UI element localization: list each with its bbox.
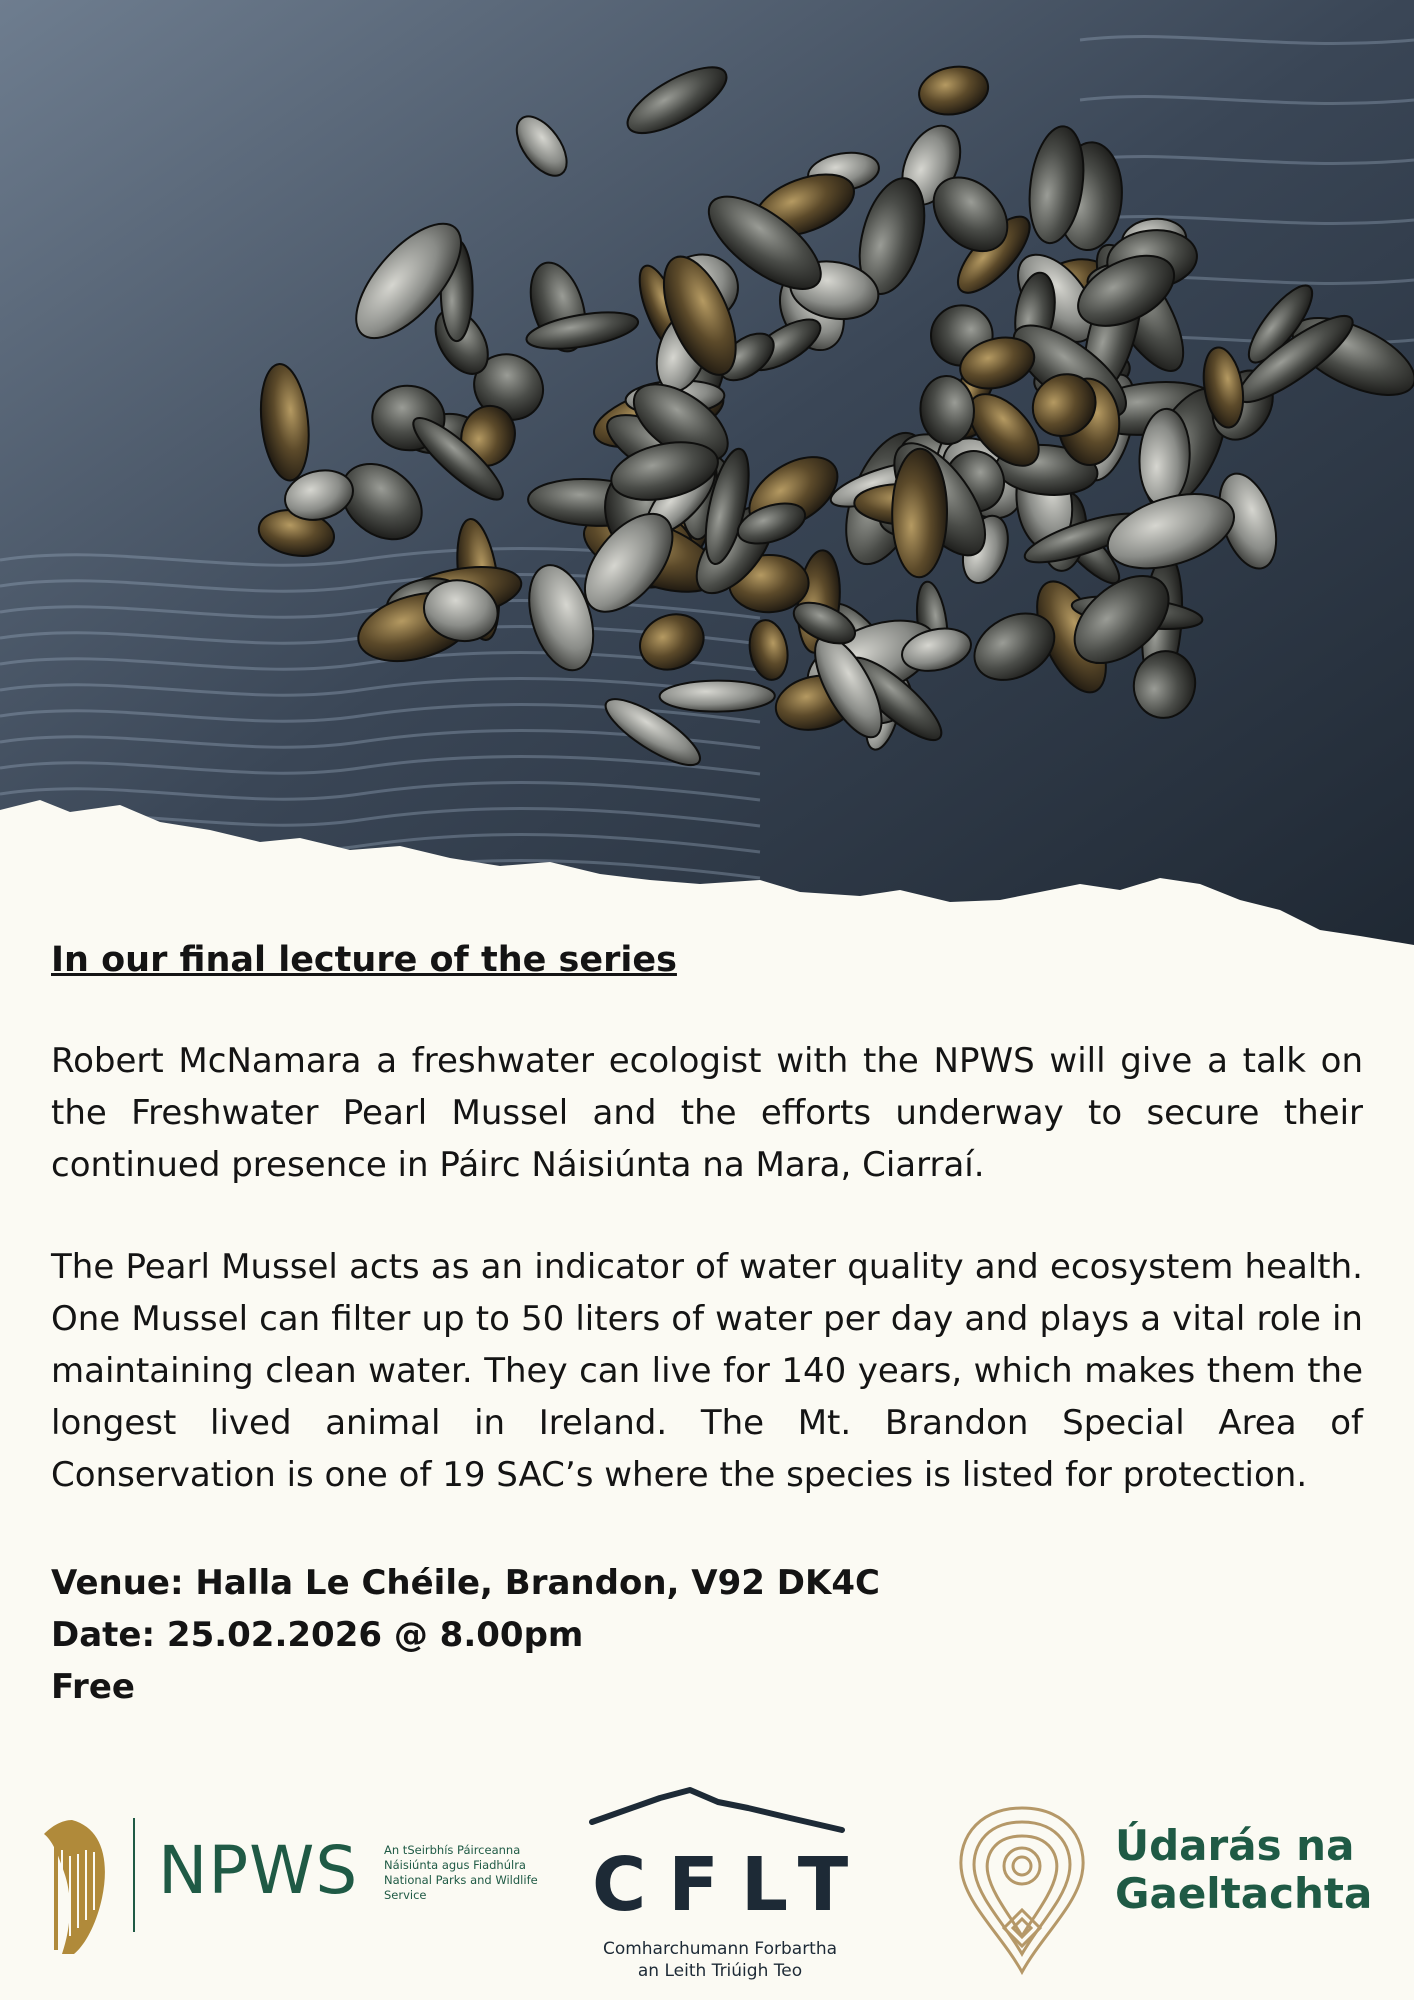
lecture-description bbox=[51, 935, 1363, 1713]
udaras-wordmark bbox=[1115, 1822, 1375, 1918]
npws-subtitle-line: Service bbox=[384, 1888, 427, 1902]
udaras-line: Údarás na bbox=[1115, 1821, 1355, 1870]
npws-subtitle-line: Náisiúnta agus Fiadhúlra bbox=[384, 1858, 526, 1872]
mussel-illustration bbox=[0, 0, 1414, 960]
cflt-subtitle-line: Comharchumann Forbartha bbox=[602, 1939, 838, 1959]
celtic-knot-icon bbox=[961, 1808, 1083, 1972]
series-heading: In our final lecture of the series bbox=[51, 940, 677, 980]
udaras-line: Gaeltachta bbox=[1115, 1869, 1373, 1918]
mussel-facts-paragraph: The Pearl Mussel acts as an indicator of water quality and ecosystem health. One Mussel can filter up to 50 liters of water per day and plays a vital role in maintaining clean water. They can live for 140 years, which makes them the longest lived animal in Ireland. The Mt. Brandon Special Area of Conservation is one of 19 SAC’s where the species is listed for protection. bbox=[51, 1247, 1363, 1495]
npws-subtitle-line: An tSeirbhís Páirceanna bbox=[384, 1843, 521, 1857]
event-details bbox=[51, 1557, 1363, 1713]
mussel-shell bbox=[892, 448, 948, 577]
harp-icon bbox=[44, 1820, 105, 1954]
cflt-wordmark: CFLT bbox=[592, 1842, 871, 1928]
cflt-subtitle-line: an Leith Triúigh Teo bbox=[637, 1961, 803, 1981]
price-line: Free bbox=[51, 1667, 135, 1707]
mussel-shell bbox=[660, 680, 775, 712]
hero-photo-mussels bbox=[0, 0, 1414, 960]
npws-subtitle-line: National Parks and Wildlife bbox=[384, 1873, 538, 1887]
mountain-icon bbox=[592, 1790, 842, 1830]
npws-wordmark: NPWS bbox=[158, 1832, 359, 1909]
cflt-subtitle bbox=[560, 1938, 880, 1982]
speaker-paragraph: Robert McNamara a freshwater ecologist with the NPWS will give a talk on the Freshwater Pearl Mussel and the efforts underway to secure their continued presence in Páirc Náisiúnta na Mara, Ciarraí. bbox=[51, 1041, 1363, 1185]
venue-line: Venue: Halla Le Chéile, Brandon, V92 DK4C bbox=[51, 1563, 880, 1603]
npws-subtitle bbox=[384, 1843, 544, 1903]
date-line: Date: 25.02.2026 @ 8.00pm bbox=[51, 1615, 584, 1655]
